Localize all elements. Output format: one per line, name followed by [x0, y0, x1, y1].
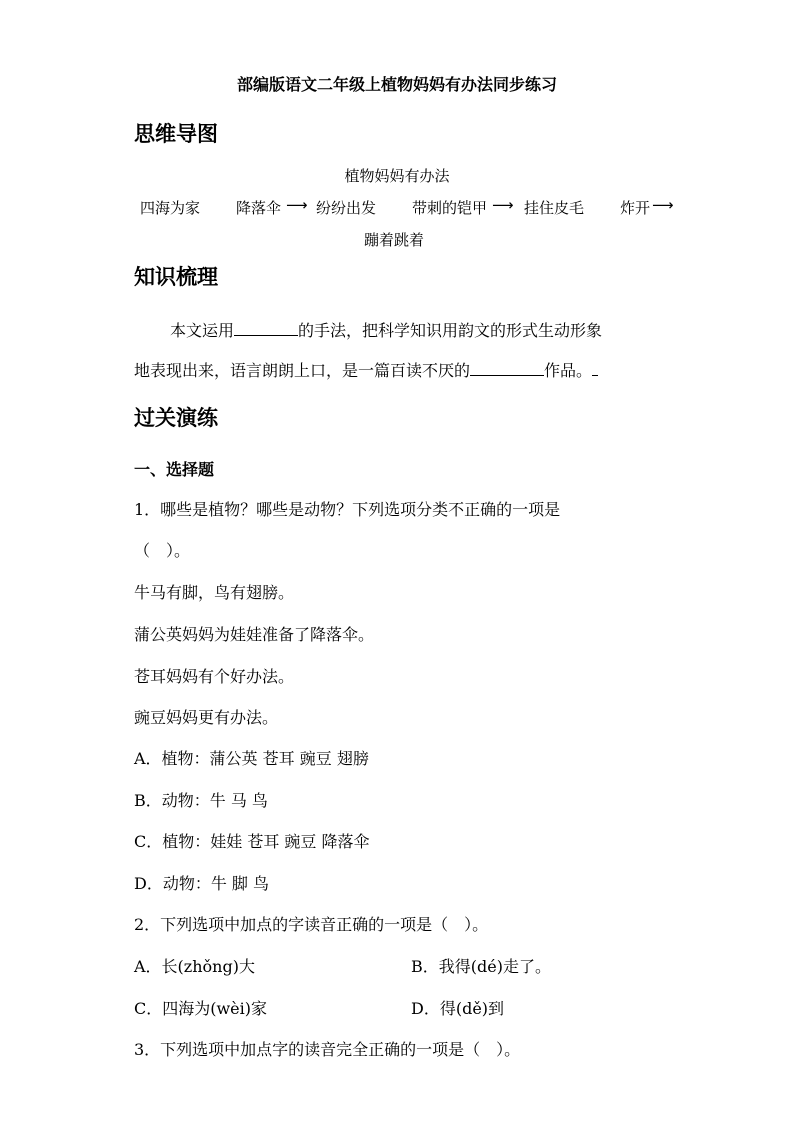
question-2-option-d[interactable]: D．得(dě)到 [411, 999, 505, 1018]
question-2-option-a[interactable]: A．长(zhǒng)大 [134, 957, 255, 976]
mind-map-node: 四海为家 [140, 199, 201, 217]
question-1-passage-line: 蒲公英妈妈为娃娃准备了降落伞。 [134, 625, 375, 644]
fill-blank [592, 359, 598, 376]
question-1-option-d[interactable]: D．动物：牛 脚 鸟 [134, 874, 270, 893]
mind-map-node: 纷纷出发 [316, 199, 377, 217]
question-2-option-c[interactable]: C．四海为(wèi)家 [134, 999, 268, 1018]
mind-map-node: 带刺的铠甲 [412, 199, 488, 217]
knowledge-text: 本文运用 [170, 321, 235, 340]
mind-map-node: 降落伞 [236, 199, 282, 217]
question-1-option-a[interactable]: A．植物：蒲公英 苍耳 豌豆 翅膀 [134, 749, 369, 768]
question-1-option-b[interactable]: B．动物：牛 马 鸟 [134, 791, 268, 810]
question-2-stem: 2．下列选项中加点的字读音正确的一项是（ ）。 [134, 915, 489, 934]
mind-map-heading: 思维导图 [134, 121, 218, 146]
arrow-right-icon: ⟶ [492, 196, 514, 214]
question-1-option-c[interactable]: C．植物：娃娃 苍耳 豌豆 降落伞 [134, 832, 370, 851]
section-choice-heading: 一、选择题 [134, 460, 215, 479]
fill-blank[interactable] [234, 319, 298, 336]
question-1-passage-line: 豌豆妈妈更有办法。 [134, 708, 279, 727]
knowledge-line-1 [170, 318, 602, 341]
mind-map-node: 挂住皮毛 [524, 199, 585, 217]
question-1-stem: 1．哪些是植物？哪些是动物？下列选项分类不正确的一项是 [134, 500, 561, 519]
arrow-right-icon: ⟶ [652, 196, 674, 214]
arrow-right-icon: ⟶ [286, 196, 308, 214]
knowledge-line-2 [134, 358, 598, 381]
question-1-passage-line: 牛马有脚，鸟有翅膀。 [134, 583, 295, 602]
question-3-stem: 3．下列选项中加点字的读音完全正确的一项是（ ）。 [134, 1040, 521, 1059]
knowledge-text: 地表现出来，语言朗朗上口，是一篇百读不厌的 [134, 361, 471, 380]
mind-map-root: 植物妈妈有办法 [344, 167, 450, 185]
knowledge-heading: 知识梳理 [134, 264, 218, 289]
fill-blank[interactable] [470, 359, 544, 376]
knowledge-text: 的手法，把科学知识用韵文的形式生动形象 [298, 321, 603, 340]
practice-heading: 过关演练 [134, 405, 218, 430]
knowledge-text: 作品。 [544, 361, 593, 380]
question-1-stem-cont: （ ）。 [134, 541, 191, 560]
mind-map-node: 蹦着跳着 [364, 231, 425, 249]
question-2-option-b[interactable]: B．我得(dé)走了。 [411, 957, 551, 976]
mind-map-node: 炸开 [620, 199, 651, 217]
document-title: 部编版语文二年级上植物妈妈有办法同步练习 [236, 75, 557, 94]
question-1-passage-line: 苍耳妈妈有个好办法。 [134, 667, 295, 686]
